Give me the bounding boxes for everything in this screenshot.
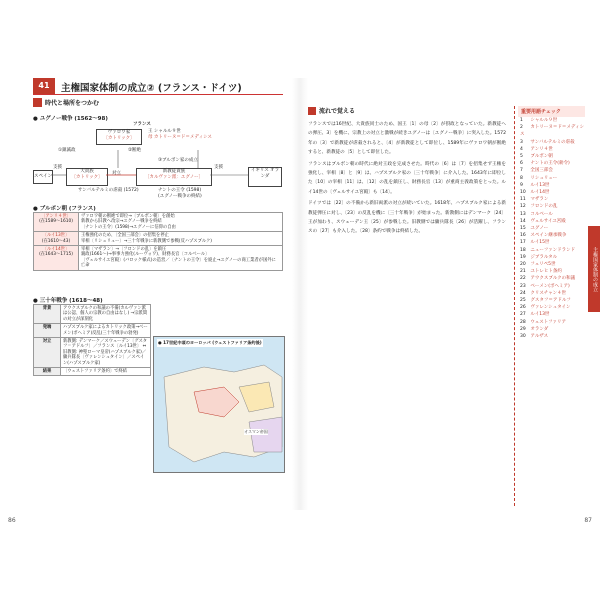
conflict-label: 対立 (112, 171, 121, 176)
answer-item: 28 ウェストファリア (520, 319, 567, 325)
section-huguenot: ● ユグノー戦争 (1562〜98) (33, 116, 108, 122)
term-check-column (514, 106, 585, 506)
answer-item: 29 オランダ (520, 326, 549, 332)
bourbon-row (34, 213, 283, 232)
answer-item: 19 ジブラルタル (520, 254, 558, 260)
answer-item: 5 ブルボン朝 (520, 154, 553, 160)
book-gutter (292, 78, 308, 510)
chapter-title: 主権国家体制の成立② (フランス・ドイツ) (61, 83, 242, 94)
map-title: ● 17世紀中頃のヨーロッパ (ウェストファリア条約後) (158, 340, 262, 345)
bourbon-table (33, 212, 283, 271)
answer-item: 26 ヴァレンシュタイン (520, 305, 571, 311)
nobles-catholic-box: 大貴族 〔カトリック〕 (66, 168, 108, 186)
paragraph-3: ドイツでは〔22〕の不備から新旧両派の対立が続いていた。1618年、ハプスブルク家による新教徒弾圧に対し、〔23〕の反乱を機に〔三十年戦争〕が始まった。新教側にはデンマーク〔24〕王が加わり、スウェーデン王〔25〕が参戦した。旧教側では傭兵隊長〔26〕が活躍し、フランスの〔27〕も介入した。〔28〕条約で戦争は終結した。 (308, 201, 506, 235)
answer-item: 16 スペイン継承戦争 (520, 233, 567, 239)
king-detail-cell: 宰相〔マザラン〕→〔フロンドの乱〕を鎮圧 親政(1661〜)→事事力強化(ルーヴォワ)、財務長官〔コルベール〕 〔ヴェルサイユ宮殿〕(バロック様式)の造営／〔ナントの王令〕を廃止→ユグノーの商工業者が国外に亡命 (79, 246, 283, 271)
war-row-head: 背景 (34, 305, 61, 324)
paragraph-2: フランスはブルボン朝の時代に絶対王政を完成させた。時代の〔6〕は〔7〕を招集せず王権を強化し、宰相〔8〕と〔9〕は、ハプスブルク家の〔三十年戦争〕に介入した。1643年に即位した〔10〕の宰相〔11〕は、〔12〕の乱を鎮圧し、財務長官〔13〕が重商主義政策をとった。ルイ14世の〔ヴェルサイユ宮殿〕も〔14〕。 (308, 161, 506, 195)
king-cell: 〔アンリ４世〕 (在1589〜1610) (34, 213, 79, 232)
answer-item: 12 フロンドの乱 (520, 204, 558, 210)
answer-item: 10 ルイ14世 (520, 190, 550, 196)
war-row-text: 新教側: デンマーク／スウェーデン〔グスタフ＝アドルフ〕／フランス〔ルイ13世〕 ⇔ 旧教側: 神聖ローマ皇帝(ハプスブルク家)／傭兵隊長〔ヴァレンシュタイン〕／スペイン(ハプスブルク家) (61, 338, 151, 368)
war-row (34, 324, 151, 338)
war-row-head: 発端 (34, 324, 61, 338)
war-row-head: 結果 (34, 368, 61, 376)
england-box: イギリス オランダ (248, 167, 282, 187)
answer-item: 30 アルザス (520, 334, 549, 340)
dynasty-end-label: ②断絶 (128, 148, 142, 153)
answer-item: 25 グスタフ＝アドルフ (520, 298, 571, 304)
massacre-label: サンバルテルミの虐殺 (1572) (78, 188, 139, 193)
flow-heading: 流れで覚える (308, 106, 355, 115)
answer-item: 13 コルベール (520, 211, 553, 217)
support-label-1: 支援 (53, 165, 62, 170)
section-bourbon: ● ブルボン朝 (フランス) (33, 206, 96, 212)
answer-item: 6 ナントの王令(勅令) (520, 161, 570, 167)
king-cell: 〔ルイ14世〕 (在1643〜1715) (34, 246, 79, 271)
charles-label: 王 シャルル９世 母 カトリーヌ＝ド＝メディシス (148, 129, 212, 140)
war-row-text: ハプスブルク家によるカトリック政策→ベーメン(ボヘミア)反乱(三十年戦争の勃発) (61, 324, 151, 338)
page-number-left: 86 (8, 517, 16, 524)
ottoman-label: オスマン帝国 (244, 429, 268, 434)
answer-list (520, 117, 585, 340)
answer-item: 11 マザラン (520, 197, 549, 203)
support-label-2: 支援 (214, 165, 223, 170)
bourbon-rise-label: ③ブルボン家の成立 (158, 158, 198, 163)
chapter-header (33, 78, 283, 95)
king-detail-cell: 王権強化のため、〔全国三部会〕の招集を停止 宰相〔リシュリュー〕→三十年戦争に新教側で参戦(反ハプスブルク) (79, 232, 283, 246)
answer-item: 1 シャルル９世 (520, 118, 558, 123)
war-row (34, 305, 151, 324)
answer-item: 15 ユグノー (520, 226, 549, 232)
book-icon (308, 107, 316, 115)
thirty-years-table (33, 304, 151, 376)
answer-item: 27 ルイ13世 (520, 312, 550, 318)
answer-item: 9 ルイ13世 (520, 182, 550, 188)
bourbon-row (34, 246, 283, 271)
answer-item: 14 ヴェルサイユ宮殿 (520, 218, 566, 224)
huguenot-connector-lines (33, 122, 283, 202)
war-row-head: 対立 (34, 338, 61, 368)
king-detail-cell: ヴァロワ朝の断絶で即位→〔ブルボン朝〕を創始 新教から旧教へ改宗→ユグノー戦争を終結 〔ナントの王令〕(1598)→ユグノーに信仰の自由 (79, 213, 283, 232)
page-number-right: 87 (584, 517, 592, 524)
king-cell: 〔ルイ13世〕 (在1610〜43) (34, 232, 79, 246)
answer-item: 20 フェリペ5世 (520, 262, 556, 268)
paragraph-1: フランスでは16世紀、大貴族同士のため、国王〔1〕の母〔2〕が摂政となっていた。新教徒への弾圧、3〕を機に、宗教上の対立と激戦が続きユグノーは〔ユグノー戦争〕に突入した。1572年の〔3〕で新教徒が虐殺されると、〔4〕が新教徒として即位し、1589年にヴァロワ朝が断絶すると、新教徒の〔5〕として即位した。 (308, 122, 506, 156)
spain-box: スペイン (33, 170, 53, 184)
answer-item: 17 ルイ15世 (520, 240, 550, 246)
answer-item: 2 カトリーヌ＝ド＝メディシス (520, 125, 585, 138)
answer-item: 22 アウクスブルクの和議 (520, 276, 576, 282)
flow-paragraphs (308, 120, 506, 239)
edict-label: ナントの王令 (1598) (158, 188, 202, 193)
subhead-era: 時代と場所をつかむ (33, 98, 99, 107)
answer-item: 3 サンバルテルミの虐殺 (520, 139, 575, 145)
side-tab[interactable]: 主権国家体制の成立 (588, 226, 600, 312)
answer-item: 8 リシュリュー (520, 175, 558, 181)
left-page (8, 78, 292, 524)
section-thirty-years: ● 三十年戦争 (1618〜48) (33, 298, 103, 304)
bourbon-row (34, 232, 283, 246)
war-row-text: 〔ウェストファリア条約〕で終結 (61, 368, 151, 376)
answer-item: 18 ニューファンドランド (520, 247, 576, 253)
term-check-title: 重要用語チェック (518, 106, 585, 117)
map-landmass (154, 337, 284, 472)
answer-item: 4 アンリ４世 (520, 146, 553, 152)
answer-item: 21 ユトレヒト条約 (520, 269, 562, 275)
war-row (34, 368, 151, 376)
france-label: フランス (133, 122, 151, 127)
attack-label: ①鎮滅政 (58, 148, 76, 153)
answer-item: 7 全国三部会 (520, 168, 553, 174)
right-page (308, 78, 598, 524)
edict-note: (ユグノー戦争の終結) (158, 194, 202, 199)
chapter-number: 41 (33, 78, 55, 94)
answer-item: 24 クリスチャン４世 (520, 290, 567, 296)
clock-icon (33, 98, 42, 107)
valois-box: ヴァロワ家 〔カトリック〕 (96, 129, 142, 145)
nobles-protestant-box: 新教徒貴族 〔カルヴァン派：ユグノー〕 (136, 168, 212, 186)
europe-map (153, 336, 285, 473)
war-row-text: アウクスブルクの和議の不備(カルヴァン派は公認、個人の宗教の自由はなし) →宗派間の対立が深刻化 (61, 305, 151, 324)
answer-item: 23 ベーメン(ボヘミア) (520, 283, 570, 289)
war-row (34, 338, 151, 368)
